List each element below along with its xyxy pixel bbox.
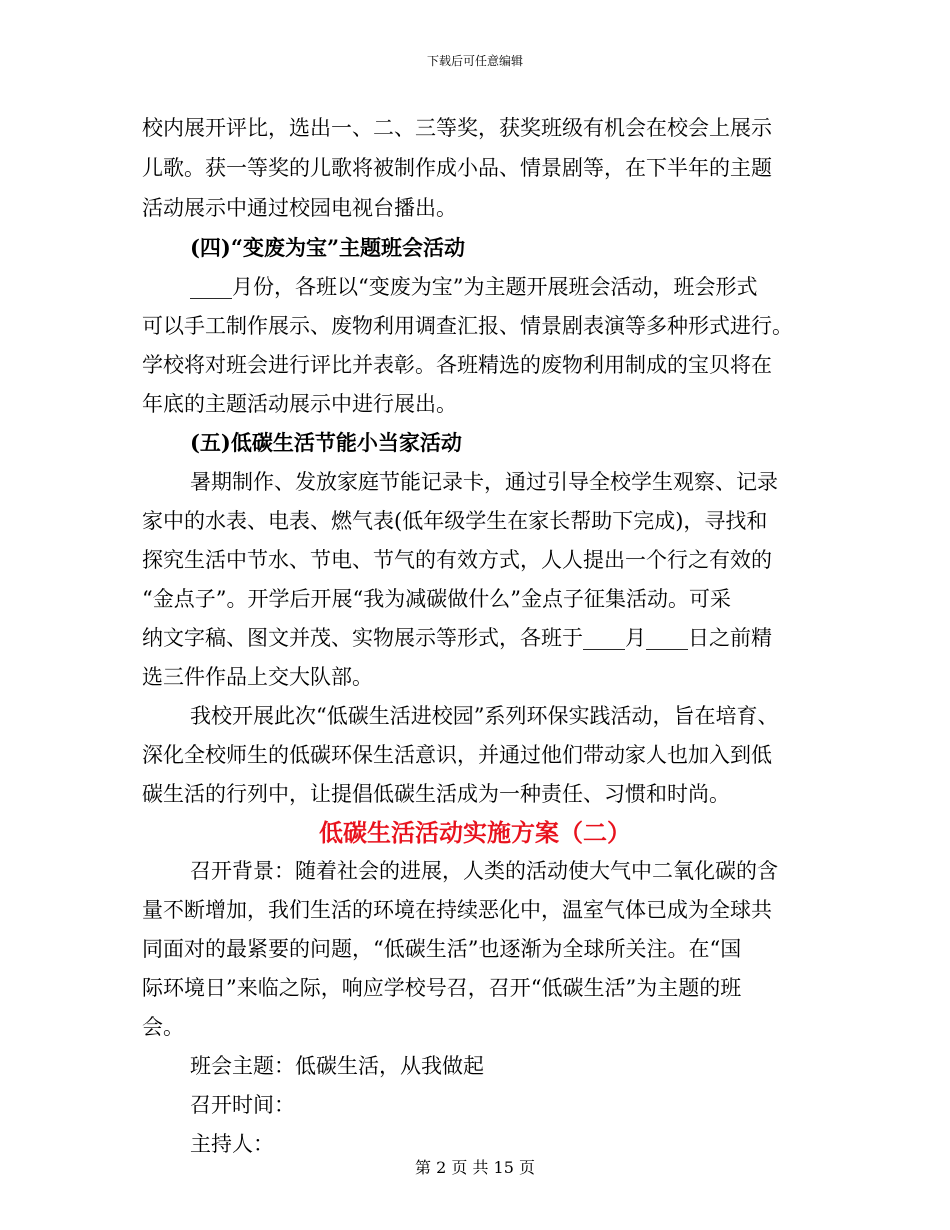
body-line: 暑期制作、发放家庭节能记录卡，通过引导全校学生观察、记录 (190, 470, 778, 494)
body-line: 年底的主题活动展示中进行展出。 (142, 392, 457, 416)
page-header: 下载后可任意编辑 (426, 54, 523, 68)
body-line: 活动展示中通过校园电视台播出。 (142, 196, 457, 220)
body-line: 我校开展此次“低碳生活进校园”系列环保实践活动，旨在培育、 (190, 704, 779, 728)
body-line: 量不断增加，我们生活的环境在持续恶化中，温室气体已成为全球共 (142, 898, 772, 922)
meeting-time: 召开时间： (190, 1093, 295, 1117)
meeting-host: 主持人： (190, 1132, 274, 1156)
section-title: 低碳生活活动实施方案（二） (319, 818, 631, 847)
body-line: 学校将对班会进行评比并表彰。各班精选的废物利用制成的宝贝将在 (142, 353, 772, 377)
body-line: 家中的水表、电表、燃气表(低年级学生在家长帮助下完成)，寻找和 (142, 509, 768, 533)
section-heading-5: (五)低碳生活节能小当家活动 (190, 430, 462, 455)
meeting-theme: 班会主题：低碳生活，从我做起 (190, 1054, 484, 1078)
body-line: “金点子”。开学后开展“我为减碳做什么”金点子征集活动。可采 (142, 587, 731, 611)
body-line: 深化全校师生的低碳环保生活意识，并通过他们带动家人也加入到低 (142, 743, 772, 767)
body-line: 选三件作品上交大队部。 (142, 665, 373, 689)
body-line: 纳文字稿、图文并茂、实物展示等形式，各班于____月____日之前精 (142, 626, 772, 650)
page-footer: 第 2 页 共 15 页 (415, 1158, 535, 1177)
body-line: 探究生活中节水、节电、节气的有效方式，人人提出一个行之有效的 (142, 548, 772, 572)
body-line: 同面对的最紧要的问题，“低碳生活”也逐渐为全球所关注。在“国 (142, 937, 742, 961)
body-line: ____月份，各班以“变废为宝”为主题开展班会活动，班会形式 (190, 275, 758, 299)
body-line: 召开背景：随着社会的进展，人类的活动使大气中二氧化碳的含 (190, 859, 778, 883)
section-heading-4: (四)“变废为宝”主题班会活动 (190, 235, 466, 260)
body-line: 可以手工制作展示、废物利用调查汇报、情景剧表演等多种形式进行。 (142, 314, 793, 338)
body-line: 儿歌。获一等奖的儿歌将被制作成小品、情景剧等，在下半年的主题 (142, 156, 772, 180)
body-line: 会。 (142, 1015, 184, 1039)
body-line: 校内展开评比，选出一、二、三等奖，获奖班级有机会在校会上展示 (142, 116, 772, 140)
body-line: 际环境日”来临之际，响应学校号召，召开“低碳生活”为主题的班 (142, 976, 742, 1000)
body-line: 碳生活的行列中，让提倡低碳生活成为一种责任、习惯和时尚。 (142, 782, 730, 806)
